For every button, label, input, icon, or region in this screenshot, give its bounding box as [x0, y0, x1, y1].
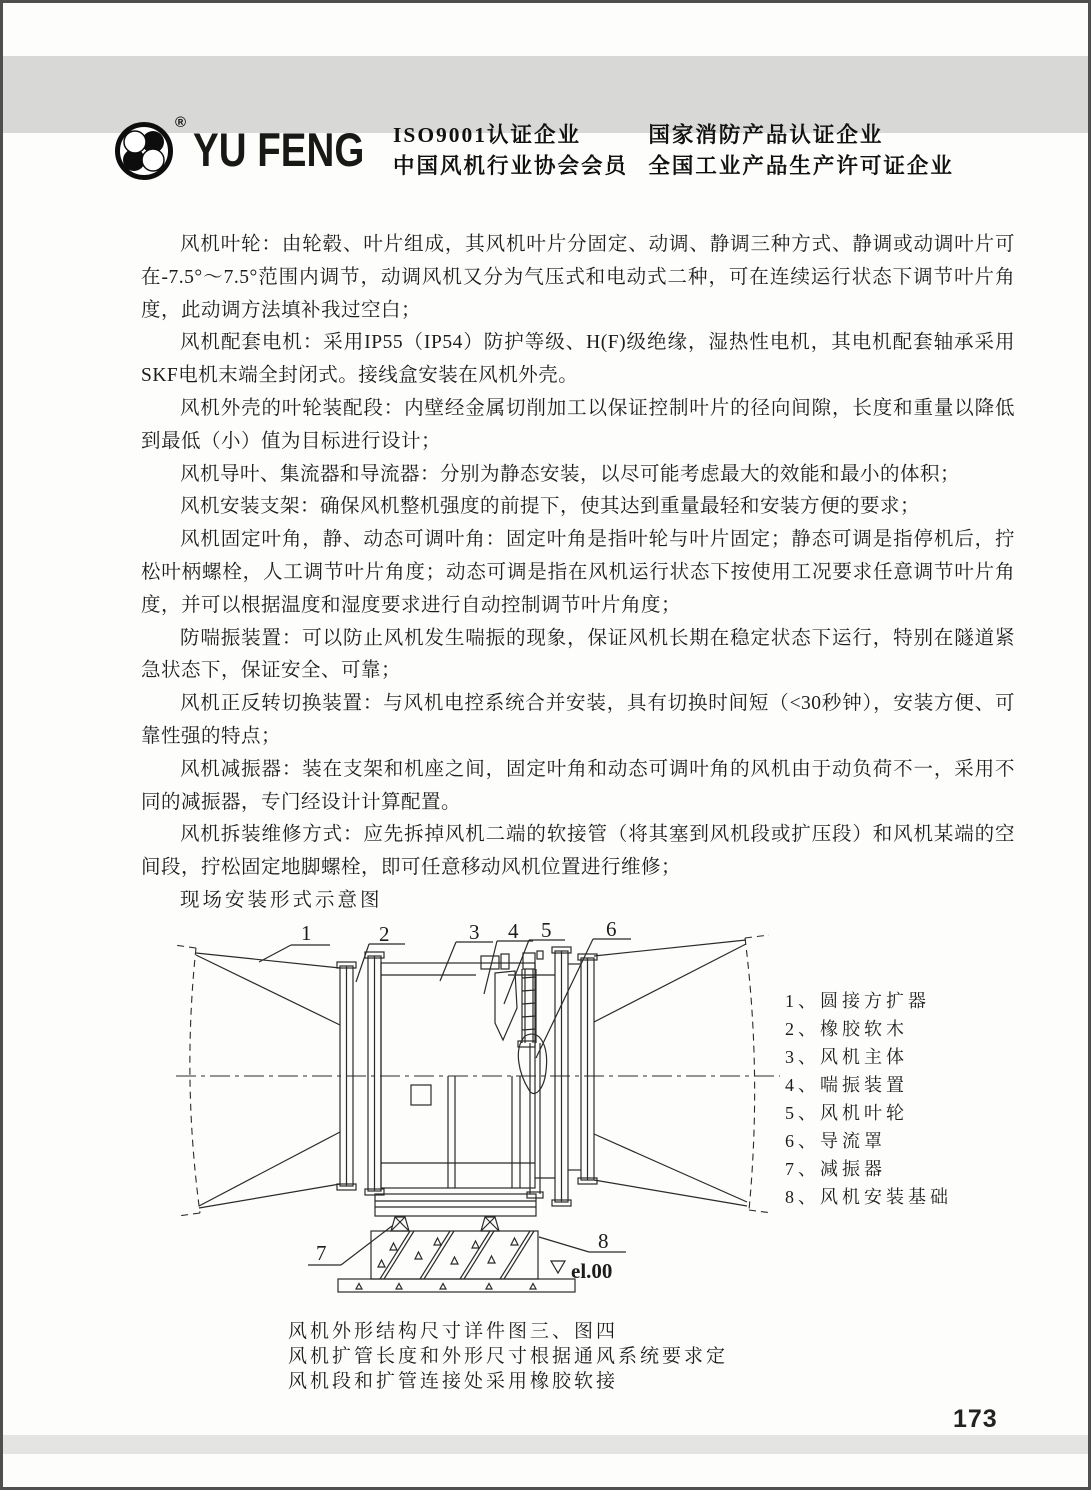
anti-surge-device: [481, 951, 543, 1047]
paragraph: 风机导叶、集流器和导流器：分别为静态安装，以尽可能考虑最大的效能和最小的体积；: [180, 463, 961, 485]
callout-1: 1: [301, 921, 312, 945]
cert-association: 中国风机行业协会会员: [393, 154, 629, 178]
paragraph: 防喘振装置：可以防止风机发生喘振的现象，保证风机长期在稳定状态下运行，特别在隧道紧急状态下，保证安全、可靠；: [141, 627, 1015, 682]
paragraph: 风机减振器：装在支架和机座之间，固定叶角和动态可调叶角的风机由于动负荷不一，采用不同的减振器，专门经设计计算配置。: [141, 758, 1015, 813]
callout-5: 5: [541, 918, 552, 942]
legend-item: 6、导流罩: [785, 1131, 886, 1151]
callout-3: 3: [469, 920, 480, 944]
footer-bar: [3, 1435, 1088, 1454]
callout-2: 2: [379, 922, 390, 946]
brand-name: YU FENG: [193, 123, 365, 176]
fan-logo-icon: [113, 120, 175, 182]
vibration-dampers: [391, 1217, 499, 1231]
diagram-captions: [288, 1319, 728, 1394]
legend-item: 4、喘振装置: [785, 1075, 908, 1095]
access-door: [411, 1085, 431, 1105]
certification-block: [393, 120, 954, 182]
base-slab: [338, 1279, 575, 1292]
paragraph: 风机外壳的叶轮装配段：内壁经金属切削加工以保证控制叶片的径向间隙，长度和重量以降低到最低（小）值为目标进行设计；: [141, 397, 1015, 452]
fan-installation-drawing: [168, 918, 788, 1318]
callout-7: 7: [316, 1241, 327, 1265]
callout-6: 6: [606, 918, 617, 941]
fan-base-frame: [375, 1194, 536, 1216]
paragraph: 风机叶轮：由轮毂、叶片组成，其风机叶片分固定、动调、静调三种方式、静调或动调叶片可在-7.5°～7.5°范围内调节，动调风机又分为气压式和电动式二种，可在连续运行状态下调节叶片角度，此动调方法填补我过空白；: [141, 234, 1015, 321]
caption-line: 风机段和扩管连接处采用橡胶软接: [288, 1371, 619, 1392]
paragraph: 风机拆装维修方式：应先拆掉风机二端的软接管（将其塞到风机段或扩压段）和风机某端的空间段，拧松固定地脚螺栓，即可任意移动风机位置进行维修；: [141, 824, 1015, 879]
right-expander: [594, 940, 747, 1206]
registered-trademark-icon: ®: [175, 114, 187, 131]
paragraph: 风机正反转切换装置：与风机电控系统合并安装，具有切换时间短（<30秒钟），安装方便、可靠性强的特点；: [141, 693, 1015, 747]
page-number: 173: [953, 1405, 998, 1433]
callout-4: 4: [508, 919, 519, 943]
cert-fire: 国家消防产品认证企业: [648, 123, 884, 147]
caption-line: 风机扩管长度和外形尺寸根据通风系统要求定: [288, 1346, 729, 1367]
callout-8: 8: [598, 1229, 609, 1253]
legend-item: 8、风机安装基础: [785, 1187, 952, 1207]
header-band: [3, 56, 1088, 178]
part-callouts: [259, 918, 631, 1265]
legend-item: 3、风机主体: [785, 1047, 908, 1067]
cert-iso: ISO9001认证企业: [393, 123, 582, 147]
legend-item: 1、圆接方扩器: [785, 991, 930, 1011]
paragraph: 风机固定叶角，静、动态可调叶角：固定叶角是指叶轮与叶片固定；静态可调是指停机后，拧松叶柄螺栓，人工调节叶片角度；动态可调是指在风机运行状态下按使用工况要求任意调节叶片角度，并可以根据温度和湿度要求进行自动控制调节叶片角度；: [141, 529, 1015, 616]
caption-line: 风机外形结构尺寸详件图三、图四: [288, 1321, 619, 1342]
legend-item: 5、风机叶轮: [785, 1103, 908, 1123]
foundation-block: [371, 1231, 538, 1279]
paragraph: 风机安装支架：确保风机整机强度的前提下，使其达到重量最轻和安装方便的要求；: [180, 496, 921, 518]
legend-item: 2、橡胶软木: [785, 1019, 908, 1039]
body-text: [141, 229, 1015, 918]
fan-body: [381, 963, 581, 1198]
installation-diagram: [168, 918, 788, 1318]
cert-license: 全国工业产品生产许可证企业: [648, 154, 954, 178]
left-expander: [196, 953, 340, 1208]
diagram-heading: 现场安装形式示意图: [180, 889, 383, 911]
impeller-blade: [495, 971, 517, 1040]
paragraph: 风机配套电机：采用IP55（IP54）防护等级、H(F)级绝缘，湿热性电机，其电机配套轴承采用SKF电机末端全封闭式。接线盒安装在风机外壳。: [141, 332, 1015, 387]
diagram-legend: [785, 987, 952, 1211]
elevation-label: el.00: [571, 1259, 613, 1283]
legend-item: 7、减振器: [785, 1159, 886, 1179]
